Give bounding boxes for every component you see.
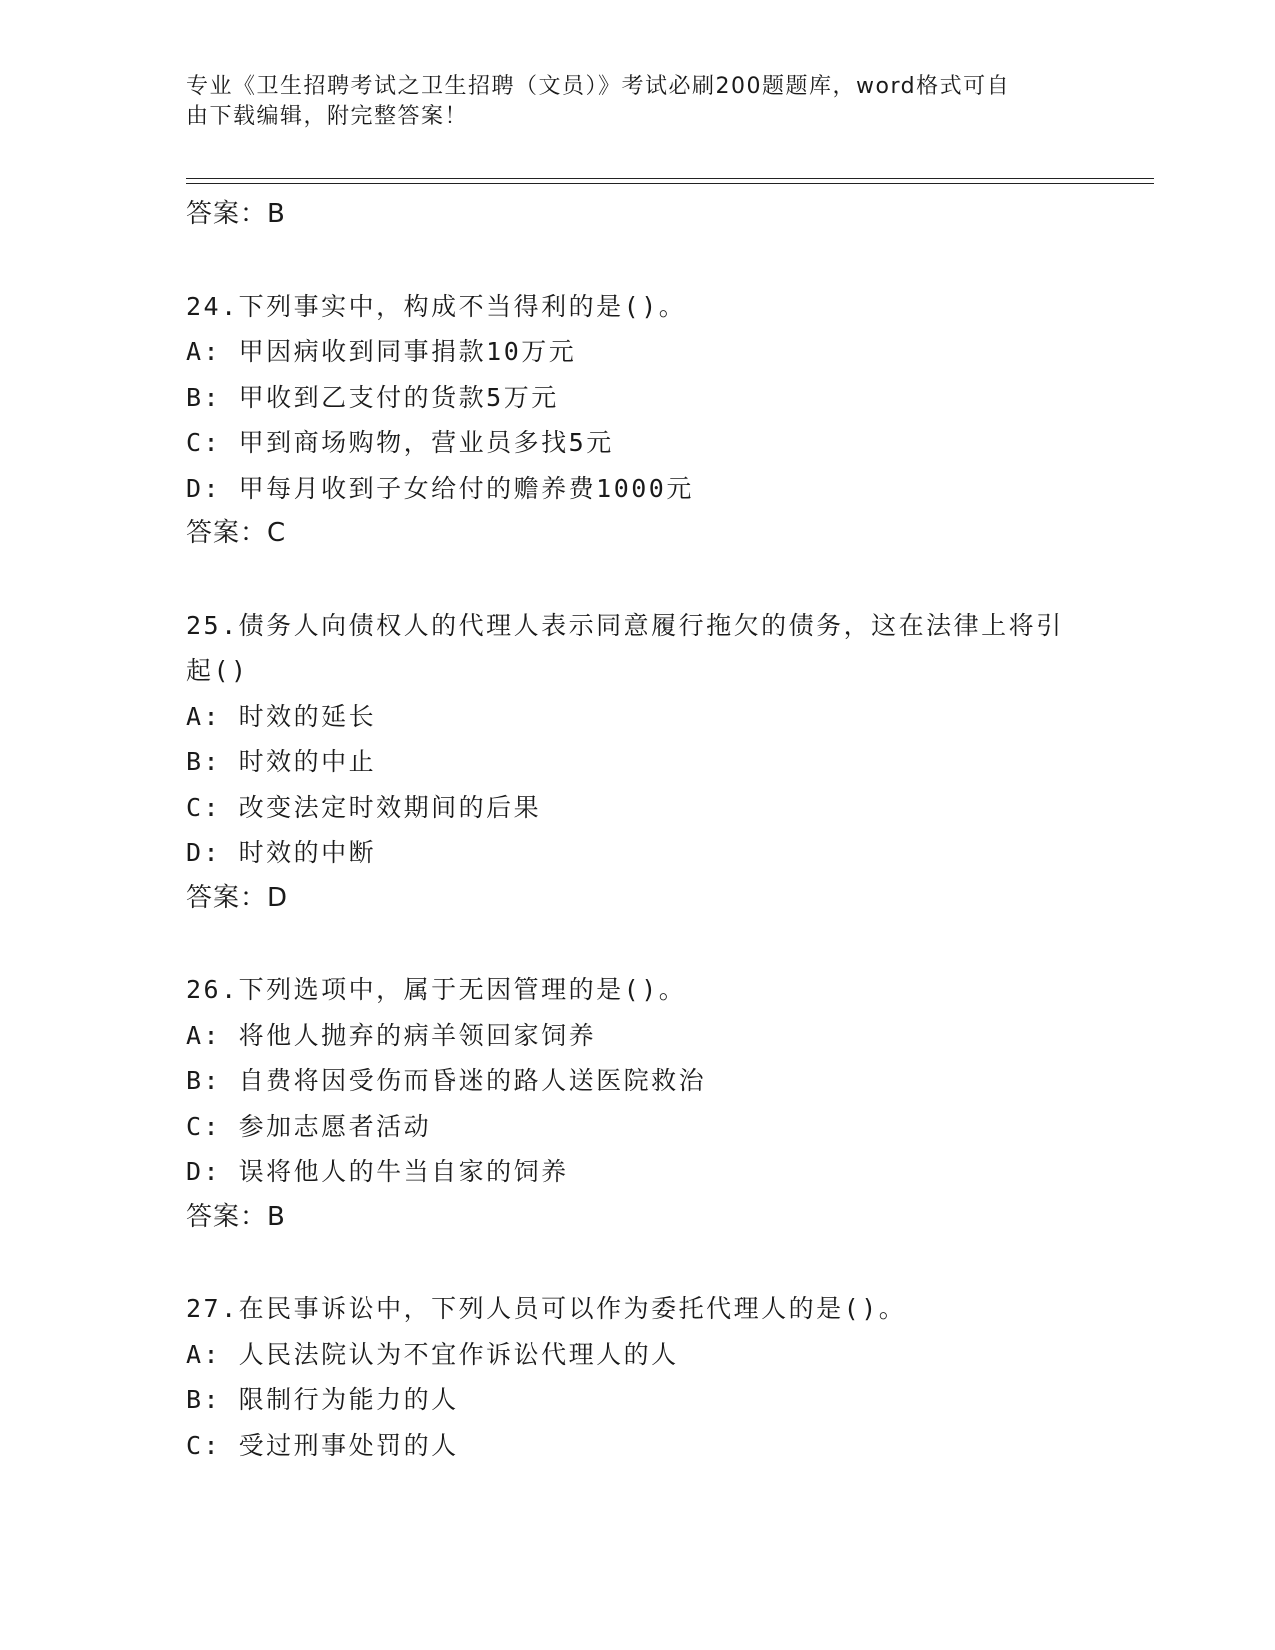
header-line-1: 专业《卫生招聘考试之卫生招聘（文员）》考试必刷200题题库，word格式可自 [186, 74, 1011, 99]
option-d: D: 时效的中断 [186, 838, 377, 867]
option-a: A: 人民法院认为不宜作诉讼代理人的人 [186, 1339, 679, 1369]
option-b: B: 限制行为能力的人 [186, 1385, 459, 1414]
header-line-2: 由下载编辑，附完整答案！ [186, 104, 469, 129]
option-b: B: 自费将因受伤而昏迷的路人送医院救治 [186, 1066, 707, 1095]
question-block-26 [186, 967, 1086, 1240]
header-divider-bottom [186, 183, 1154, 184]
question-block-24 [186, 284, 1086, 557]
answer-line: 答案：B [186, 1201, 286, 1232]
question-block-25 [186, 603, 1086, 922]
header-divider-top [186, 178, 1154, 179]
option-c: C: 改变法定时效期间的后果 [186, 792, 542, 822]
option-a: A: 将他人抛弃的病羊领回家饲养 [186, 1020, 597, 1050]
option-c: C: 参加志愿者活动 [186, 1111, 432, 1141]
option-d: D: 误将他人的牛当自家的饲养 [186, 1157, 569, 1186]
option-c: C: 甲到商场购物，营业员多找5元 [186, 428, 614, 457]
option-d: D: 甲每月收到子女给付的赡养费1000元 [186, 473, 694, 503]
question-block-27 [186, 1286, 1086, 1468]
option-b: B: 时效的中止 [186, 747, 377, 776]
option-a: A: 甲因病收到同事捐款10万元 [186, 337, 577, 366]
option-b: B: 甲收到乙支付的货款5万元 [186, 382, 559, 412]
question-text: 26.下列选项中，属于无因管理的是()。 [186, 975, 687, 1004]
question-text: 25.债务人向债权人的代理人表示同意履行拖欠的债务，这在法律上将引起() [186, 610, 1064, 685]
answer-line: 答案：B [186, 199, 286, 229]
document-header [186, 72, 1066, 132]
question-text: 24.下列事实中，构成不当得利的是()。 [186, 291, 687, 321]
answer-line: 答案：C [186, 518, 287, 548]
question-text: 27.在民事诉讼中，下列人员可以作为委托代理人的是()。 [186, 1294, 907, 1323]
answer-line: 答案：D [186, 882, 289, 913]
option-a: A: 时效的延长 [186, 701, 377, 731]
question-list [186, 192, 1086, 1468]
option-c: C: 受过刑事处罚的人 [186, 1430, 459, 1460]
